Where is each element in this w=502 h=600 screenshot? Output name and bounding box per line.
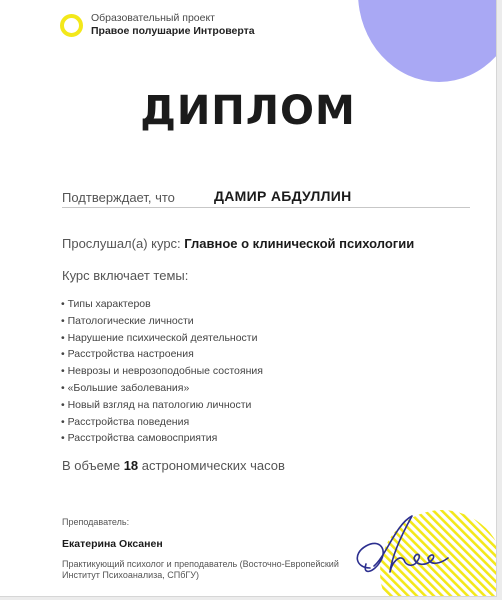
- recipient-name: ДАМИР АБДУЛЛИН: [214, 188, 352, 204]
- hours-line: [62, 458, 285, 473]
- topic-item: • Расстройства поведения: [61, 415, 190, 428]
- project-name: Правое полушарие Интроверта: [91, 25, 255, 37]
- topic-item: • Расстройства самовосприятия: [61, 432, 218, 445]
- logo-text: [91, 12, 255, 38]
- hours-prefix: В объеме: [62, 458, 121, 473]
- course-label: Прослушал(а) курс:: [62, 236, 181, 251]
- course-row: [62, 236, 414, 251]
- topic-item: • «Большие заболевания»: [61, 381, 190, 394]
- yellow-ring-logo-icon: [60, 14, 83, 37]
- topic-item: • Нарушение психической деятельности: [61, 331, 258, 344]
- diploma-title: ДИПЛОМ: [140, 88, 356, 134]
- decorative-purple-circle: [358, 0, 497, 82]
- project-line: Образовательный проект: [91, 12, 215, 24]
- handwritten-signature: [344, 510, 456, 592]
- topics-list: [61, 296, 263, 447]
- confirm-row: [62, 188, 470, 208]
- topics-heading: Курс включает темы:: [62, 268, 189, 283]
- confirm-label: Подтверждает, что: [62, 190, 175, 205]
- hours-value: 18: [123, 458, 139, 473]
- teacher-name: Екатерина Оксанен: [62, 538, 163, 550]
- project-logo: [60, 12, 255, 38]
- hours-suffix: астрономических часов: [141, 458, 285, 473]
- topic-item: • Неврозы и неврозоподобные состояния: [61, 365, 263, 378]
- topic-item: • Типы характеров: [61, 298, 151, 310]
- course-name: Главное о клинической психологии: [184, 236, 415, 251]
- teacher-label: Преподаватель:: [62, 517, 130, 527]
- topic-item: • Новый взгляд на патологию личности: [61, 398, 252, 411]
- teacher-description: Практикующий психолог и преподаватель (Восточно-Европейский Институт Психоанализа, СПбГУ): [62, 559, 339, 580]
- topic-item: • Патологические личности: [61, 314, 194, 327]
- topic-item: • Расстройства настроения: [61, 348, 194, 361]
